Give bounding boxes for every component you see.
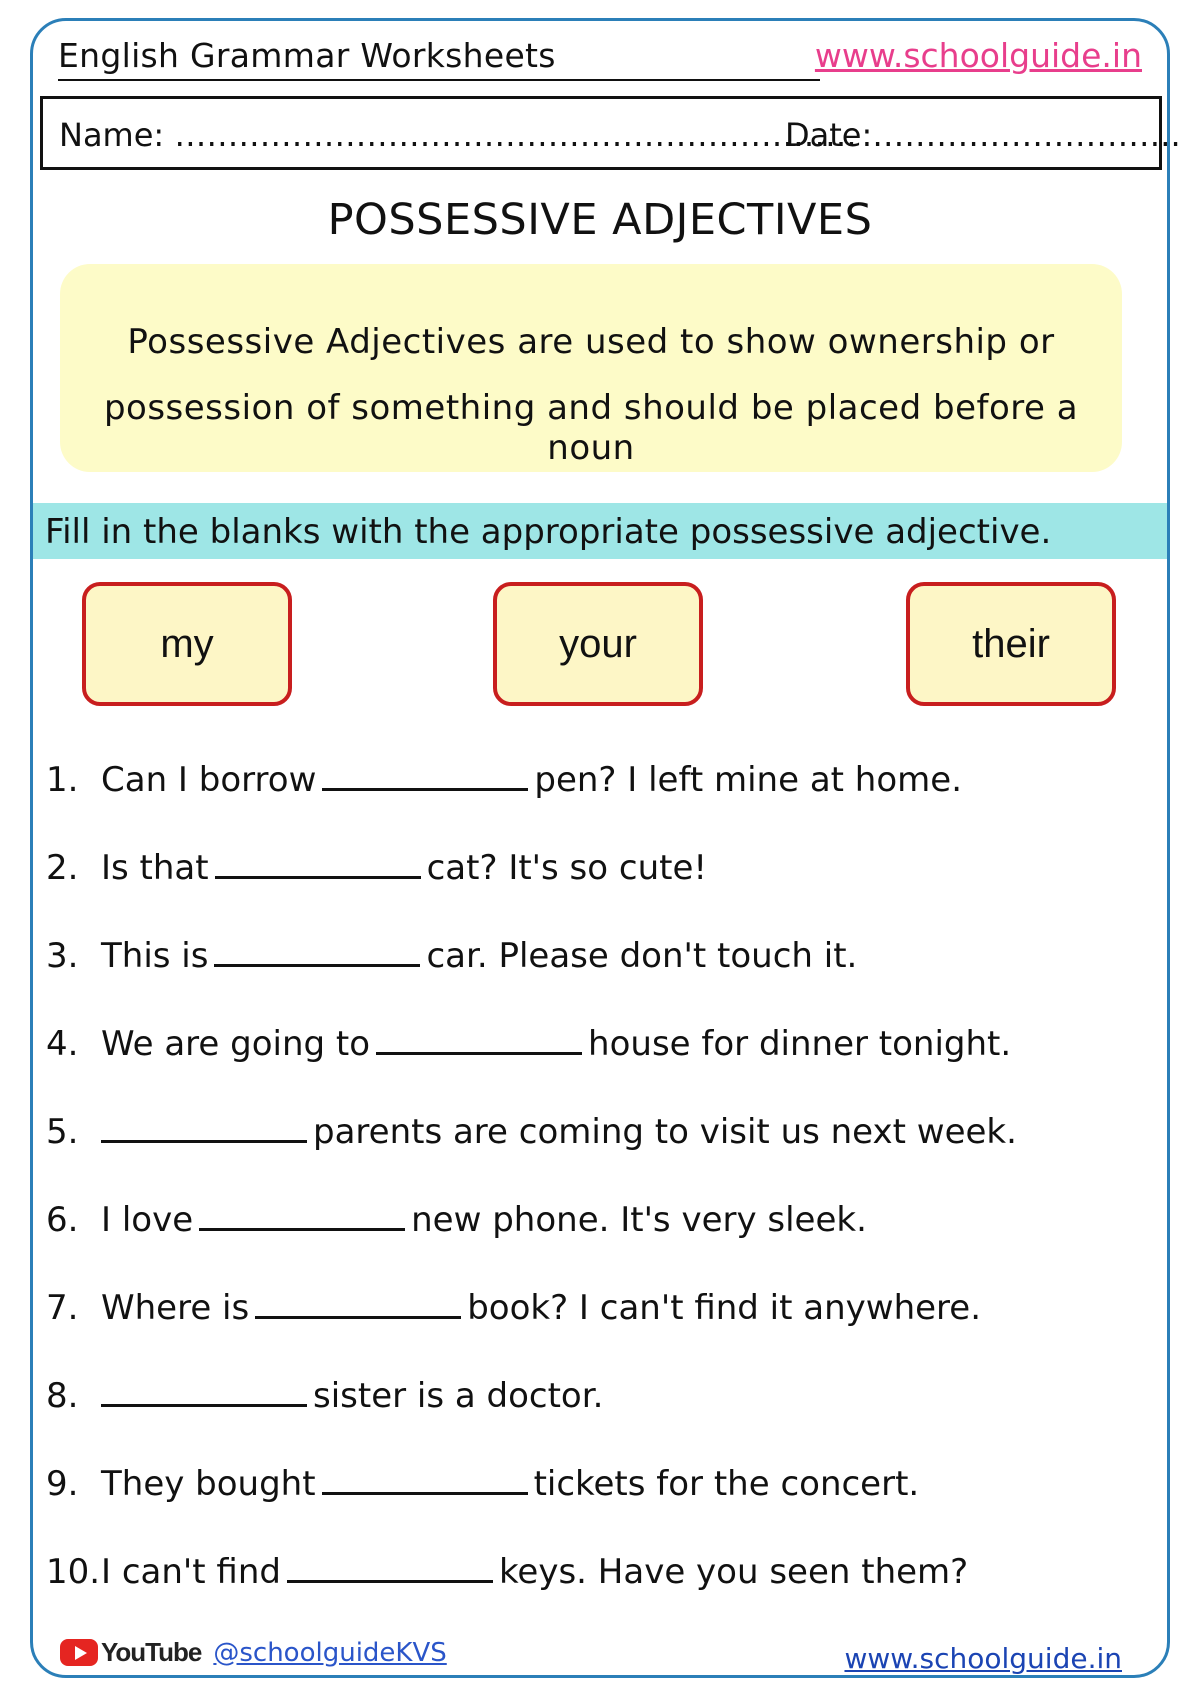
question-text-after: house for dinner tonight.: [588, 1024, 1012, 1064]
answer-blank[interactable]: [101, 1374, 307, 1407]
answer-blank[interactable]: [101, 1110, 307, 1143]
worksheet-title: POSSESSIVE ADJECTIVES: [327, 195, 873, 245]
question-7: [46, 1286, 981, 1336]
answer-blank[interactable]: [376, 1022, 582, 1055]
question-10: [46, 1550, 968, 1600]
header-url-link[interactable]: www.schoolguide.in: [814, 36, 1142, 75]
question-text-after: cat? It's so cute!: [426, 848, 707, 888]
question-number: 4.: [46, 1024, 79, 1064]
question-text-before: They bought: [101, 1464, 316, 1504]
youtube-wordmark: YouTube: [101, 1637, 202, 1667]
question-text-after: keys. Have you seen them?: [498, 1552, 969, 1592]
question-text-after: parents are coming to visit us next week.: [313, 1112, 1017, 1152]
question-number: 7.: [46, 1288, 79, 1328]
word-bank-item-their: their: [906, 582, 1116, 706]
question-text-after: new phone. It's very sleek.: [411, 1200, 867, 1240]
word-bank-item-your: your: [493, 582, 703, 706]
name-date-box: [40, 96, 1181, 170]
question-number: 1.: [46, 760, 79, 800]
question-text-before: This is: [101, 936, 209, 976]
question-6: [46, 1198, 867, 1248]
answer-blank[interactable]: [199, 1198, 405, 1231]
question-8: [46, 1374, 603, 1424]
date-field[interactable]: Date:………………………..: [785, 116, 1181, 154]
header-title: English Grammar Worksheets: [58, 36, 556, 75]
question-number: 3.: [46, 936, 79, 976]
question-text-before: Where is: [101, 1288, 250, 1328]
definition-line-1: Possessive Adjectives are used to show ownership or: [127, 322, 1055, 362]
question-text-after: tickets for the concert.: [533, 1464, 920, 1504]
question-text-before: We are going to: [101, 1024, 371, 1064]
footer-url-link[interactable]: www.schoolguide.in: [844, 1642, 1122, 1675]
question-5: [46, 1110, 1017, 1160]
question-1: [46, 758, 962, 808]
instruction-text: Fill in the blanks with the appropriate possessive adjective.: [45, 512, 1052, 552]
name-field[interactable]: Name: ……………………………………………………….: [59, 116, 857, 154]
question-number: 6.: [46, 1200, 79, 1240]
question-text-after: pen? I left mine at home.: [534, 760, 962, 800]
answer-blank[interactable]: [322, 758, 528, 791]
answer-blank[interactable]: [215, 846, 421, 879]
question-text-before: Is that: [101, 848, 209, 888]
instruction-bar: [33, 503, 1167, 559]
question-3: [46, 934, 857, 984]
definition-box: [60, 264, 1122, 472]
answer-blank[interactable]: [214, 934, 420, 967]
answer-blank[interactable]: [287, 1550, 493, 1583]
question-text-before: Can I borrow: [101, 760, 317, 800]
answer-blank[interactable]: [255, 1286, 461, 1319]
question-text-before: I can't find: [101, 1552, 281, 1592]
question-9: [46, 1462, 919, 1512]
question-number: 8.: [46, 1376, 79, 1416]
question-2: [46, 846, 707, 896]
question-number: 10.: [46, 1552, 101, 1592]
question-number: 5.: [46, 1112, 79, 1152]
question-4: [46, 1022, 1011, 1072]
question-text-after: book? I can't find it anywhere.: [467, 1288, 982, 1328]
youtube-channel-link[interactable]: [60, 1637, 447, 1668]
word-bank-item-my: my: [82, 582, 292, 706]
question-text-after: sister is a doctor.: [313, 1376, 604, 1416]
question-text-after: car. Please don't touch it.: [426, 936, 858, 976]
answer-blank[interactable]: [322, 1462, 528, 1495]
youtube-handle[interactable]: @schoolguideKVS: [213, 1637, 447, 1668]
question-text-before: I love: [101, 1200, 194, 1240]
youtube-icon: [60, 1639, 98, 1666]
definition-line-2: possession of something and should be placed before a noun: [103, 388, 1079, 468]
question-number: 2.: [46, 848, 79, 888]
header-underline: [58, 79, 820, 81]
question-number: 9.: [46, 1464, 79, 1504]
